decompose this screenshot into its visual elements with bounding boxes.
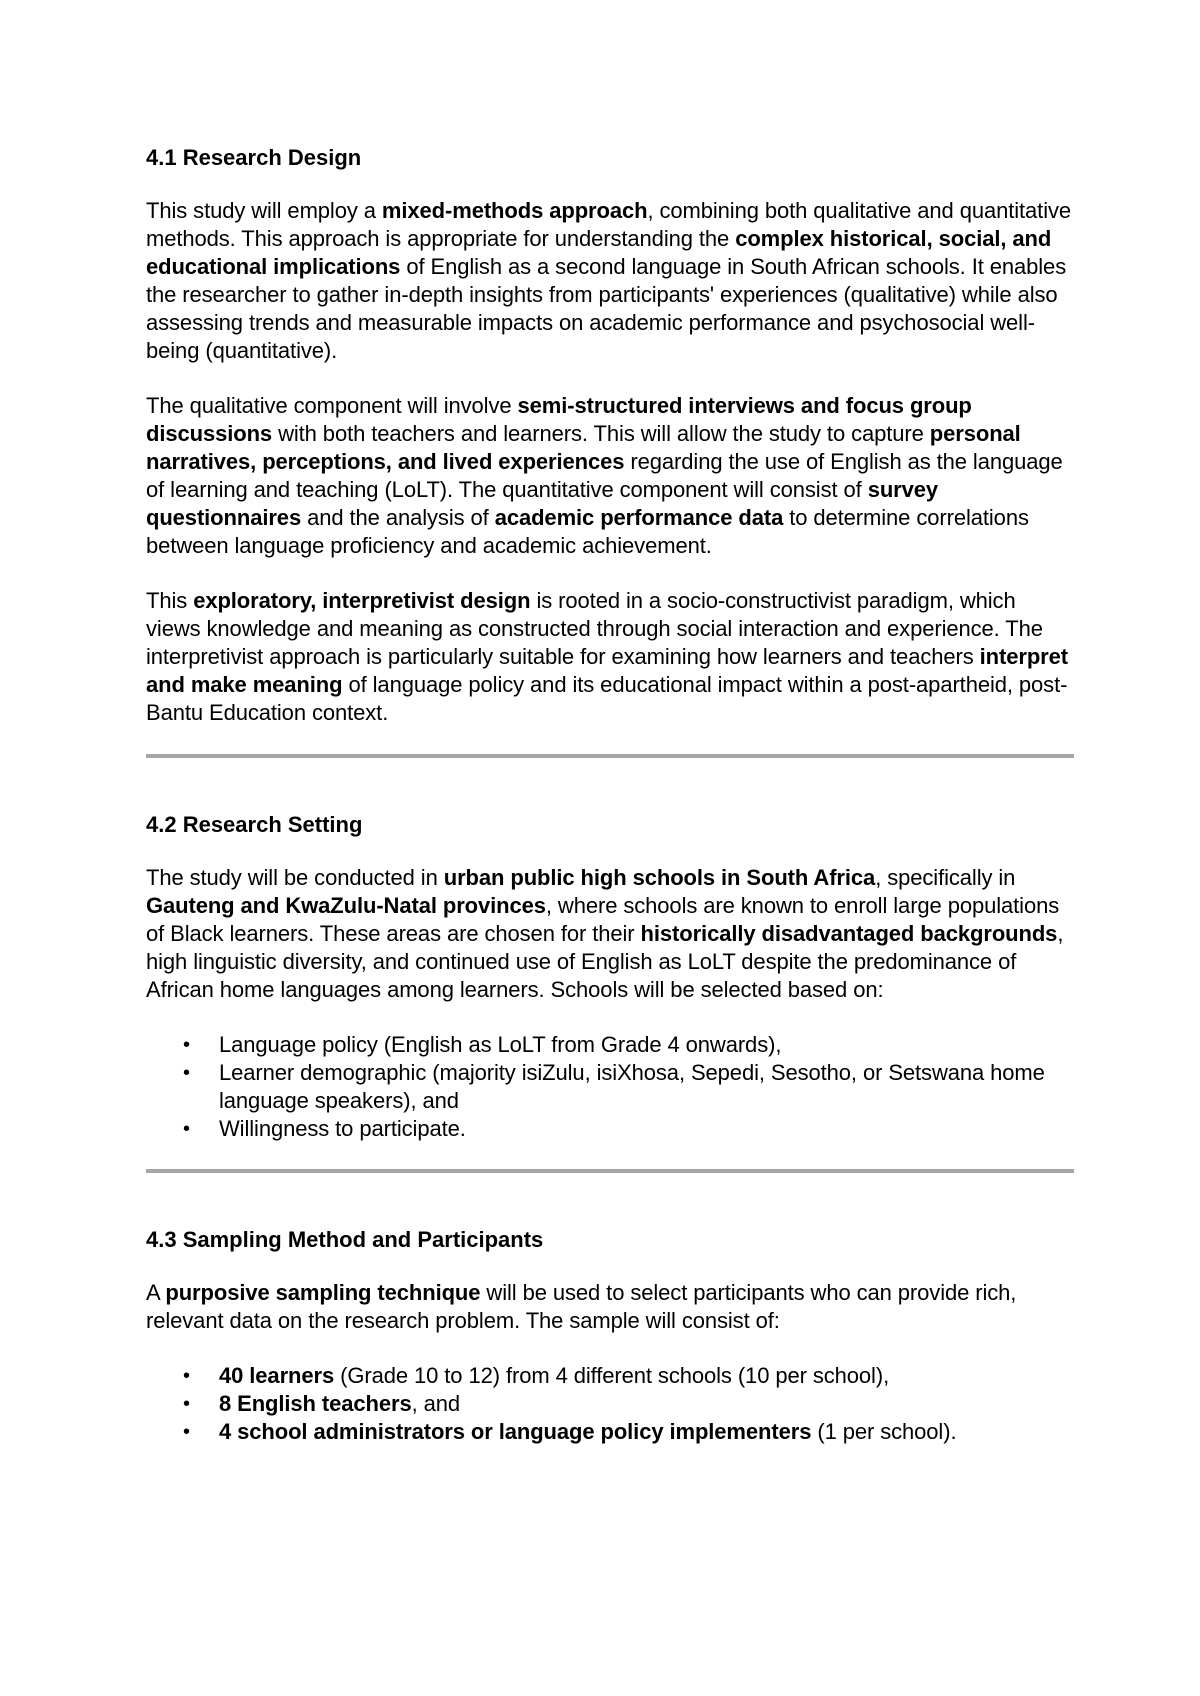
text-run: of English as a second language in South African schools. It enables the researcher to gather in-depth insights from participants' experiences (qualitative) while also assessing trends and measurable impacts on academic performance and psychosocial well-being (quantitative). [146, 254, 1067, 363]
bullet-icon: • [183, 1365, 190, 1387]
text-run: Language policy (English as LoLT from Grade 4 onwards), [219, 1032, 782, 1057]
horizontal-rule [146, 754, 1074, 758]
bold-text: purposive sampling technique [165, 1280, 481, 1305]
section-heading-research-design: 4.1 Research Design [146, 145, 362, 170]
text-run: A [146, 1280, 166, 1305]
text-run: of language policy and its educational impact within a post-apartheid, post-Bantu Education context. [146, 672, 1068, 725]
list-item [146, 1390, 1074, 1418]
bullet-icon: • [183, 1421, 190, 1443]
bold-text: historically disadvantaged backgrounds [640, 921, 1058, 946]
paragraph-sampling-technique [146, 1279, 1074, 1335]
paragraph-mixed-methods [146, 197, 1074, 365]
text-run: (1 per school). [811, 1419, 957, 1444]
text-run: , and [411, 1391, 461, 1416]
bold-text: personal narratives, perceptions, and lived experiences [146, 421, 1021, 474]
bullet-list-sample [146, 1362, 1074, 1446]
horizontal-rule [146, 1169, 1074, 1173]
bold-text: semi-structured interviews and focus group discussions [146, 393, 972, 446]
bold-text: 8 English teachers [219, 1391, 412, 1416]
bold-text: academic performance data [494, 505, 784, 530]
section-heading-sampling-method: 4.3 Sampling Method and Participants [146, 1227, 544, 1252]
text-run: This study will employ a [146, 198, 382, 223]
text-run: This [146, 588, 194, 613]
bullet-icon: • [183, 1118, 190, 1140]
bullet-icon: • [183, 1062, 190, 1084]
bold-text: exploratory, interpretivist design [193, 588, 531, 613]
bullet-icon: • [183, 1034, 190, 1056]
bullet-list-school-criteria [146, 1031, 1074, 1143]
paragraph-qualitative-component [146, 392, 1074, 560]
paragraph-interpretivist-design [146, 587, 1074, 727]
bold-text: 40 learners [219, 1363, 335, 1388]
list-item [146, 1031, 1074, 1059]
text-run: , specifically in [875, 865, 1016, 890]
text-run: to determine correlations between language proficiency and academic achievement. [146, 505, 1029, 558]
list-item [146, 1115, 1074, 1143]
bold-text: Gauteng and KwaZulu-Natal provinces [146, 893, 546, 918]
bold-text: interpret and make meaning [146, 644, 1068, 697]
text-run: Willingness to participate. [219, 1116, 466, 1141]
text-run: , high linguistic diversity, and continued use of English as LoLT despite the predominance of African home languages among learners. Schools will be selected based on: [146, 921, 1064, 1002]
text-run: (Grade 10 to 12) from 4 different schools (10 per school), [334, 1363, 890, 1388]
list-item [146, 1059, 1074, 1115]
text-run: regarding the use of English as the language of learning and teaching (LoLT). The quantitative component will consist of [146, 449, 1063, 502]
text-run: and the analysis of [301, 505, 495, 530]
bold-text: mixed-methods approach [381, 198, 648, 223]
text-run: will be used to select participants who can provide rich, relevant data on the research problem. The sample will consist of: [146, 1280, 1017, 1333]
text-run: , combining both qualitative and quantitative methods. This approach is appropriate for understanding the [146, 198, 1072, 251]
text-run: , where schools are known to enroll large populations of Black learners. These areas are chosen for their [146, 893, 1060, 946]
bold-text: complex historical, social, and educational implications [146, 226, 1052, 279]
bold-text: 4 school administrators or language policy implementers [219, 1419, 812, 1444]
list-item [146, 1362, 1074, 1390]
paragraph-research-setting [146, 864, 1074, 1004]
text-run: The study will be conducted in [146, 865, 444, 890]
text-run: Learner demographic (majority isiZulu, isiXhosa, Sepedi, Sesotho, or Setswana home language speakers), and [219, 1060, 1045, 1113]
text-run: with both teachers and learners. This will allow the study to capture [272, 421, 930, 446]
section-heading-research-setting: 4.2 Research Setting [146, 812, 363, 837]
bold-text: survey questionnaires [146, 477, 939, 530]
text-run: is rooted in a socio-constructivist paradigm, which views knowledge and meaning as constructed through social interaction and experience. The interpretivist approach is particularly suitable for examining how learners and teachers [146, 588, 1043, 669]
bullet-icon: • [183, 1393, 190, 1415]
text-run: The qualitative component will involve [146, 393, 518, 418]
bold-text: urban public high schools in South Africa [443, 865, 876, 890]
list-item [146, 1418, 1074, 1446]
